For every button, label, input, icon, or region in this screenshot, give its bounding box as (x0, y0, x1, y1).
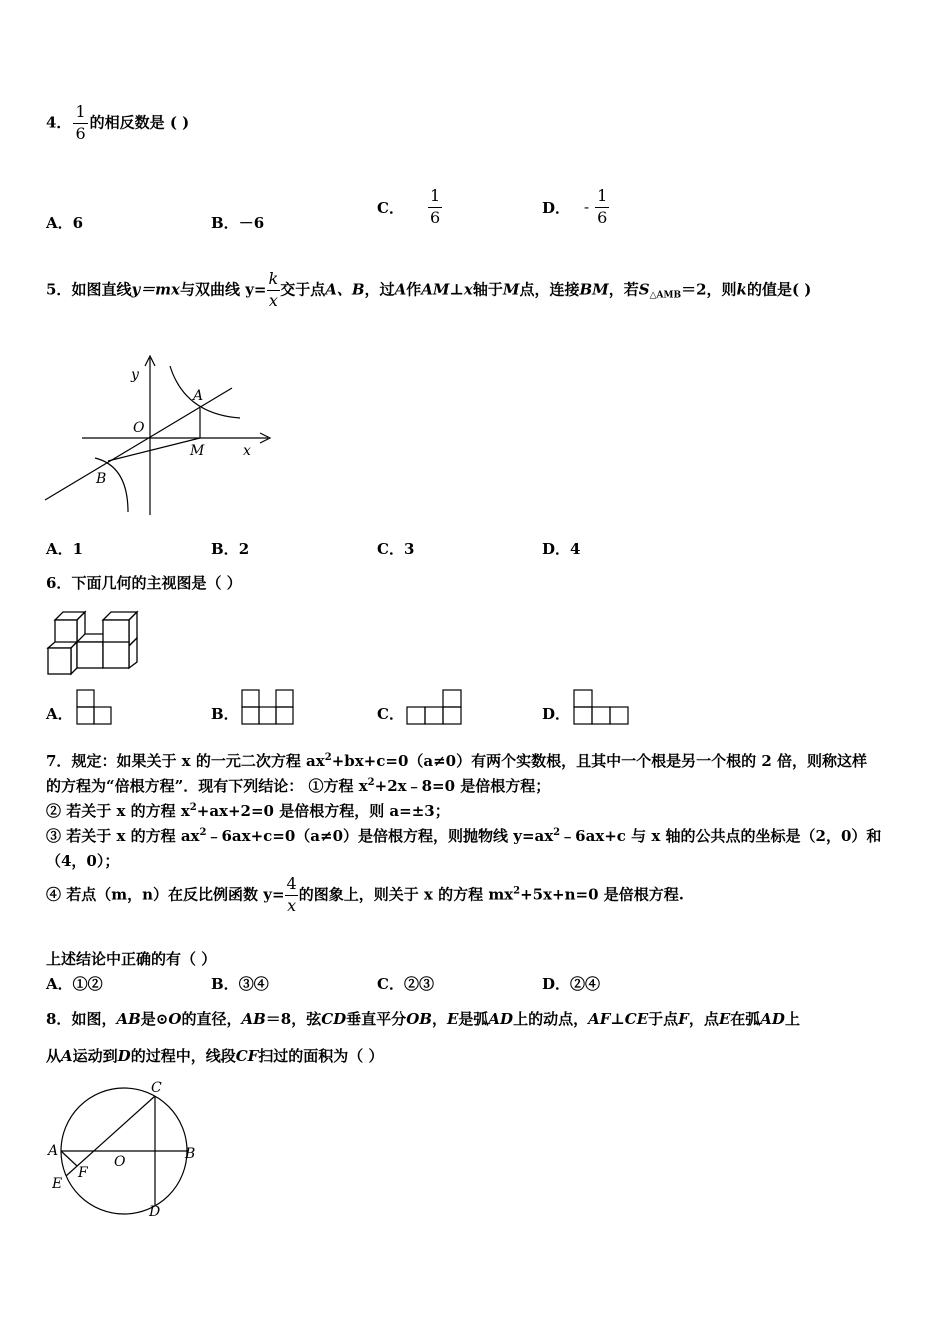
q8-text: 上的动点， (513, 1010, 589, 1028)
q5-var: BM (579, 280, 609, 299)
q5-label-x: x (243, 443, 251, 459)
q8-var: E (446, 1010, 459, 1028)
q7-option-d[interactable] (542, 973, 600, 994)
q6-option-d[interactable] (542, 703, 570, 724)
q7-number: 7． (46, 752, 72, 770)
q4-stem (46, 104, 189, 143)
q8-text: ⊥ (610, 1010, 625, 1028)
q5-number: 5． (46, 280, 72, 299)
q4-option-b[interactable] (211, 212, 264, 233)
q7-frac-num: 4 (286, 874, 297, 893)
q7-text: ③ 若关于 x 的方程 ax (46, 827, 200, 845)
q8-var: AD (488, 1010, 514, 1028)
q6-option-a-view[interactable] (74, 688, 114, 726)
q6-number: 6． (46, 574, 72, 592)
q6-stem-text: 下面几何的主视图是（ ） (71, 574, 242, 592)
q7-option-c-label: C． (377, 975, 404, 993)
q7-text: +5x+n=0 是倍根方程. (520, 885, 684, 904)
q8-label-f: F (78, 1165, 88, 1181)
q8-text: 扫过的面积为（ ） (258, 1047, 384, 1065)
q6-option-d-view[interactable] (571, 688, 631, 726)
q8-text: 运动到 (72, 1047, 118, 1065)
q8-text: ＝8，弦 (265, 1010, 322, 1028)
q7-sup: 2 (513, 885, 521, 897)
q5-text: ，若 (608, 280, 639, 299)
q8-text: 从 (46, 1047, 62, 1065)
q8-text: 于点 (648, 1010, 679, 1028)
q7-line1 (46, 750, 867, 771)
q7-option-b[interactable] (211, 973, 269, 994)
q8-text: 如图， (71, 1010, 117, 1028)
q4-fraction (73, 104, 87, 143)
q7-option-b-text: ③④ (238, 975, 269, 993)
q7-frac-den: x (287, 895, 297, 915)
q8-circle-figure (44, 1080, 214, 1220)
q5-text: 的值是( ) (746, 280, 812, 299)
q4-option-d-den: 6 (597, 207, 608, 227)
q8-var: AB (241, 1010, 266, 1028)
q5-text: 作 (406, 280, 422, 299)
q6-stem (46, 572, 242, 593)
q5-figure (40, 352, 280, 522)
q7-line3 (46, 800, 450, 821)
q5-option-b[interactable] (211, 538, 249, 559)
q5-text: ＝2，则 (681, 280, 737, 299)
q8-line1 (46, 1008, 800, 1029)
q5-label-o: O (133, 420, 145, 436)
q8-var: CE (624, 1010, 649, 1028)
q5-option-d-label: D． (542, 540, 571, 558)
q5-sub: △AMB (649, 290, 682, 301)
q8-var: CF (235, 1047, 259, 1065)
q8-var: AF (588, 1010, 611, 1028)
q7-line5 (46, 850, 119, 871)
q4-frac-num: 1 (75, 102, 86, 121)
q8-label-b: B (185, 1146, 196, 1162)
q8-text: 的直径， (181, 1010, 242, 1028)
q4-option-b-text: －6 (238, 214, 265, 232)
q7-line6 (46, 876, 684, 915)
q5-fraction (267, 271, 281, 310)
q7-sup: 2 (324, 752, 332, 763)
q4-option-c-fraction (428, 188, 442, 227)
q5-option-c[interactable] (377, 538, 414, 559)
q7-line7 (46, 948, 216, 969)
q4-number: 4． (46, 113, 72, 132)
q8-line2 (46, 1045, 384, 1066)
q8-var: A (61, 1047, 73, 1065)
q6-option-c-view[interactable] (406, 688, 466, 726)
q5-text: 轴于 (472, 280, 503, 299)
q6-cubes-figure (45, 606, 145, 676)
q7-text: ④ 若点（m，n）在反比例函数 y= (46, 885, 285, 904)
q5-label-b: B (96, 471, 107, 487)
q8-label-e: E (52, 1176, 63, 1192)
q8-text: 是⊙ (140, 1010, 169, 1028)
q7-sup: 2 (199, 827, 207, 838)
q5-text: 与双曲线 y= (179, 280, 267, 299)
q5-text: 交于点 (280, 280, 326, 299)
q8-number: 8． (46, 1010, 72, 1028)
q7-fraction (285, 876, 299, 915)
q5-label-a: A (193, 388, 204, 404)
q5-stem (46, 271, 811, 310)
q4-option-d-num: 1 (597, 186, 608, 205)
q7-text: +bx+c=0（a≠0）有两个实数根，且其中一个根是另一个根的 2 倍，则称这样 (331, 752, 868, 770)
q8-text: 在弧 (730, 1010, 761, 1028)
q4-option-a[interactable] (46, 212, 83, 233)
q4-option-a-text: 6 (72, 214, 84, 232)
q5-option-c-label: C． (377, 540, 404, 558)
q4-option-c-num: 1 (429, 186, 441, 205)
q5-var: x (463, 280, 473, 299)
q5-label-m: M (190, 443, 205, 459)
q8-text: 是弧 (458, 1010, 489, 1028)
q5-option-d-text: 4 (570, 540, 581, 558)
q5-frac-num: k (268, 269, 279, 288)
q4-frac-den: 6 (75, 123, 86, 143)
q6-option-b-view[interactable] (239, 688, 297, 726)
q8-text: ， (431, 1010, 447, 1028)
q5-var: k (736, 280, 747, 299)
q6-option-b-label: B． (211, 705, 239, 723)
q5-var: A、B (325, 280, 365, 299)
q5-text: ，过 (364, 280, 395, 299)
q5-option-a-text: 1 (72, 540, 84, 558)
q5-var: S (638, 280, 650, 299)
q5-frac-den: x (268, 290, 278, 310)
q4-option-d-label: D． (542, 198, 571, 217)
q7-text: （4，0）； (46, 852, 120, 870)
q7-text: 的方程为“倍根方程”．现有下列结论： ①方程 x (46, 777, 368, 795)
q8-label-a: A (48, 1143, 59, 1159)
q5-option-a[interactable] (46, 538, 83, 559)
q6-option-b[interactable] (211, 703, 239, 724)
q8-segment-ce (66, 1096, 155, 1176)
q8-text: ，点 (688, 1010, 719, 1028)
q6-option-c-label: C． (377, 705, 404, 723)
q5-option-d[interactable] (542, 538, 580, 559)
q4-option-b-label: B． (211, 214, 239, 232)
q5-option-b-label: B． (211, 540, 239, 558)
q4-option-d-fraction (595, 188, 609, 227)
q7-sup: 2 (553, 827, 561, 838)
q7-line2 (46, 775, 550, 796)
q7-text: ﹣6ax+c=0（a≠0）是倍根方程，则抛物线 y=ax (206, 827, 554, 845)
q8-var: O (168, 1010, 182, 1028)
q5-text: 如图直线 (71, 280, 132, 299)
q8-text: 上 (784, 1010, 800, 1028)
q5-label-y: y (131, 367, 139, 383)
q5-var: AM (421, 280, 450, 299)
q7-option-d-text: ②④ (570, 975, 601, 993)
q7-text: ② 若关于 x 的方程 x (46, 802, 190, 820)
q8-var: D (117, 1047, 131, 1065)
q7-option-b-label: B． (211, 975, 239, 993)
q6-option-c[interactable] (377, 703, 404, 724)
q7-option-a[interactable] (46, 973, 103, 994)
q7-option-a-label: A． (46, 975, 73, 993)
q7-option-c[interactable] (377, 973, 434, 994)
q6-option-a-label: A． (46, 705, 73, 723)
q8-var: E (718, 1010, 731, 1028)
q7-text: 规定：如果关于 x 的一元二次方程 ax (71, 752, 325, 770)
q7-text: ﹣6ax+c 与 x 轴的公共点的坐标是（2，0）和 (560, 827, 882, 845)
q6-option-d-label: D． (542, 705, 571, 723)
q7-line4 (46, 825, 881, 846)
q5-segment-bm (108, 438, 200, 461)
q7-option-c-text: ②③ (403, 975, 434, 993)
q4-option-d-sign: - (584, 198, 590, 217)
q7-text: 的图象上，则关于 x 的方程 mx (298, 885, 514, 904)
q4-option-a-label: A． (46, 214, 73, 232)
q5-text: ⊥ (449, 280, 464, 299)
q8-var: CD (321, 1010, 347, 1028)
q8-text: 垂直平分 (346, 1010, 407, 1028)
q5-eq: y＝mx (131, 280, 180, 299)
q8-label-c: C (151, 1080, 162, 1096)
q7-text: 上述结论中正确的有（ ） (46, 950, 217, 968)
q7-sup: 2 (367, 777, 375, 788)
q7-text: +2x﹣8=0 是倍根方程； (374, 777, 551, 795)
q8-var: AD (760, 1010, 785, 1028)
q5-var: M (502, 280, 520, 299)
q4-option-c[interactable] (377, 188, 442, 227)
q8-label-o: O (114, 1154, 126, 1170)
q8-var: F (678, 1010, 689, 1028)
q7-sup: 2 (189, 802, 197, 813)
q7-option-d-label: D． (542, 975, 571, 993)
q8-var: AB (116, 1010, 141, 1028)
q8-var: OB (406, 1010, 432, 1028)
q4-option-c-den: 6 (429, 207, 441, 227)
q5-var: A (394, 280, 407, 299)
q8-segment-af (61, 1151, 77, 1166)
q6-option-a[interactable] (46, 703, 73, 724)
q8-label-d: D (149, 1204, 161, 1220)
q5-text: 点，连接 (519, 280, 580, 299)
q4-stem-tail: 的相反数是 ( ) (89, 113, 190, 132)
q7-text: +ax+2=0 是倍根方程，则 a=±3； (196, 802, 450, 820)
q8-text: 的过程中，线段 (130, 1047, 236, 1065)
q4-option-d[interactable] (542, 188, 609, 227)
q7-option-a-text: ①② (72, 975, 103, 993)
q5-option-c-text: 3 (403, 540, 415, 558)
q5-option-b-text: 2 (238, 540, 250, 558)
q5-option-a-label: A． (46, 540, 73, 558)
q5-hyperbola-right (170, 366, 240, 418)
q4-option-c-label: C． (377, 198, 404, 217)
